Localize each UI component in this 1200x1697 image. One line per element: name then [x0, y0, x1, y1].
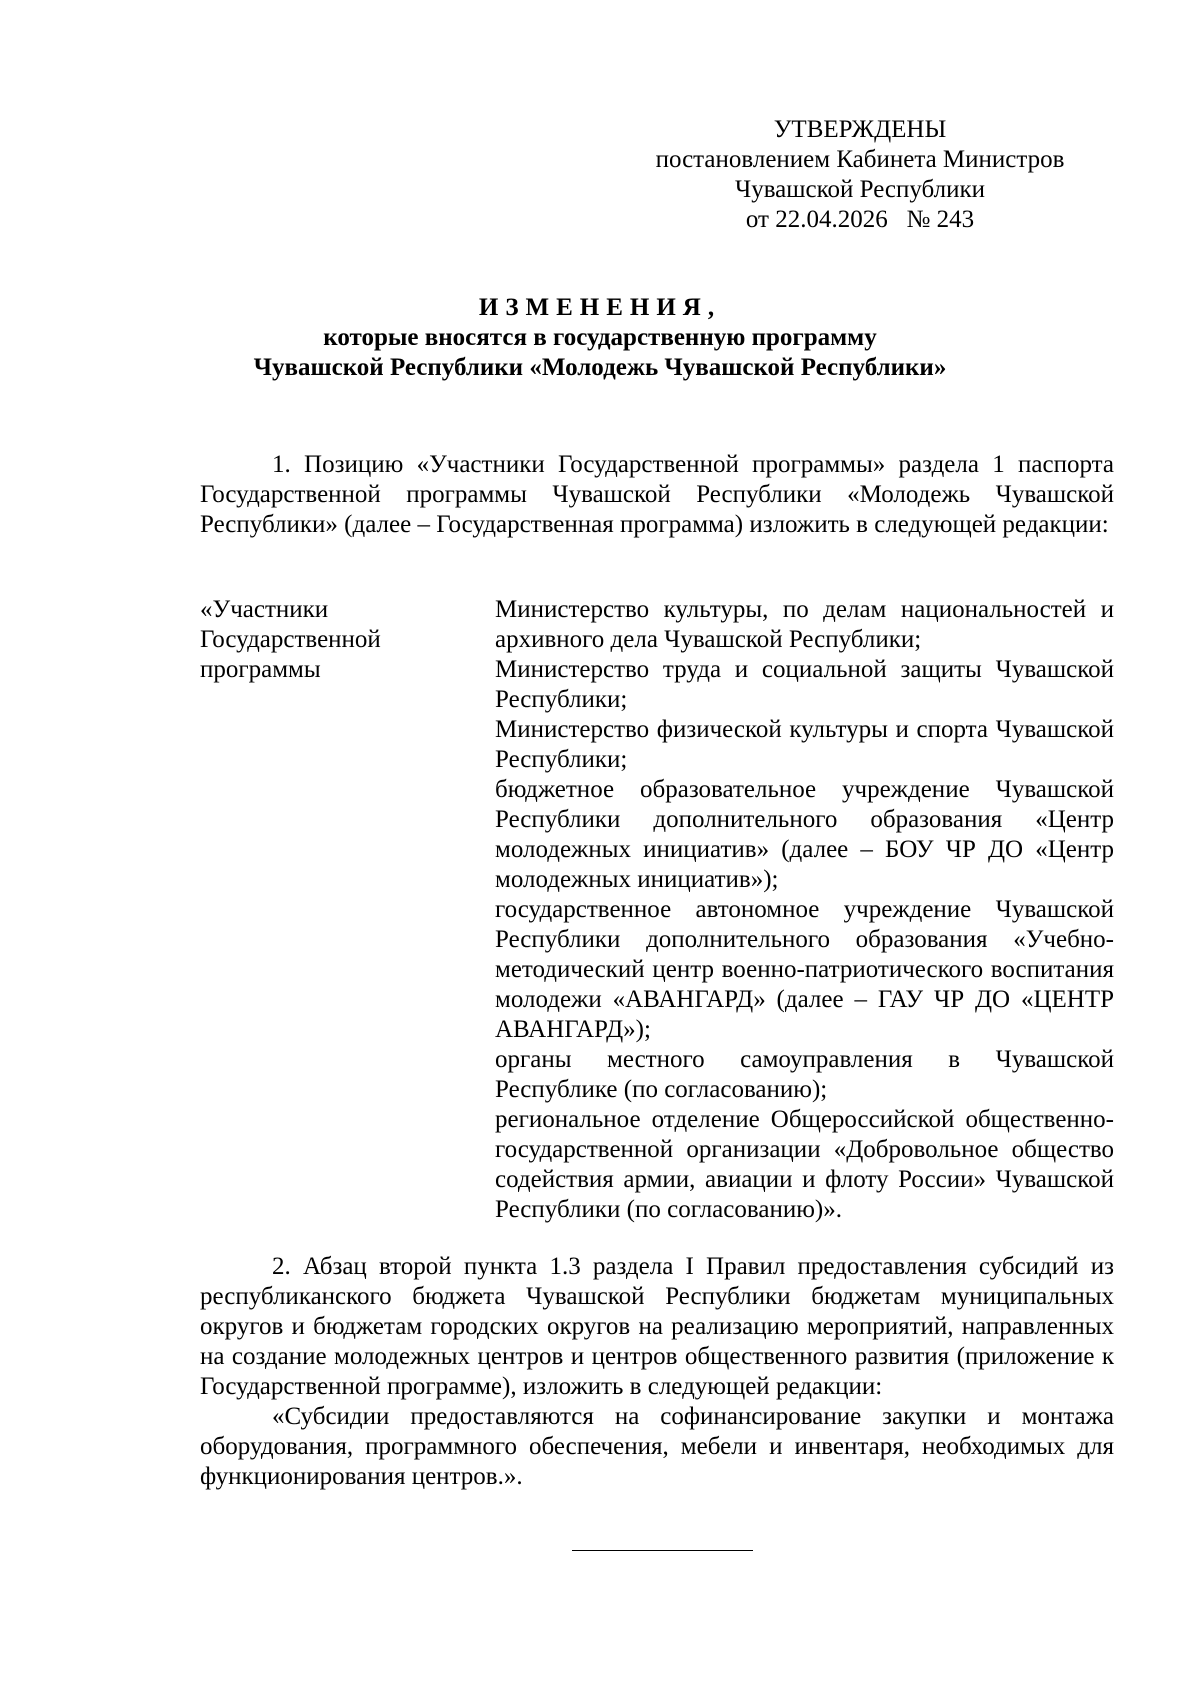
item-2-quote: «Субсидии предоставляются на софинансирование закупки и монтажа оборудования, программного обеспечения, мебели и инвентаря, необходимых для функционирования центров.». — [200, 1403, 1114, 1490]
participant-entry: Министерство физической культуры и спорта Чувашской Республики; — [495, 716, 1114, 773]
participant-entry: Министерство культуры, по делам национальностей и архивного дела Чувашской Республики; — [495, 596, 1114, 653]
participant-entry: Министерство труда и социальной защиты Чувашской Республики; — [495, 656, 1114, 713]
document-title — [180, 293, 1020, 383]
approval-heading: УТВЕРЖДЕНЫ — [773, 116, 947, 143]
participants-list — [495, 595, 1114, 1225]
participant-entry: бюджетное образовательное учреждение Чувашской Республики дополнительного образования «Центр молодежных инициатив» (далее – БОУ ЧР ДО «Центр молодежных инициатив»); — [495, 776, 1114, 893]
title-program: Чувашской Республики «Молодежь Чувашской Республики» — [253, 354, 947, 381]
participant-entry: региональное отделение Общероссийской общественно-государственной организации «Добровольное общество содействия армии, авиации и флоту России» Чувашской Республики (по согласованию)». — [495, 1106, 1114, 1223]
title-main: ИЗМЕНЕНИЯ, — [478, 294, 722, 321]
title-subtitle: которые вносятся в государственную программу — [323, 324, 877, 351]
item-2-paragraph: 2. Абзац второй пункта 1.3 раздела I Правил предоставления субсидий из республиканского бюджета Чувашской Республики бюджетам муниципальных округов и бюджетам городских округов на реализацию мероприятий, направленных на создание молодежных центров и центров общественного развития (приложение к Государственной программе), изложить в следующей редакции: — [200, 1253, 1114, 1400]
participant-entry: государственное автономное учреждение Чувашской Республики дополнительного образования «Учебно-методический центр военно-патриотического воспитания молодежи «АВАНГАРД» (далее – ГАУ ЧР ДО «ЦЕНТР АВАНГАРД»); — [495, 896, 1114, 1043]
closing-rule — [572, 1550, 753, 1551]
participant-entry: органы местного самоуправления в Чувашской Республике (по согласованию); — [495, 1046, 1114, 1103]
participants-label: «Участники Государственной программы — [200, 596, 381, 683]
approval-resolution: постановлением Кабинета Министров — [655, 146, 1065, 173]
approval-republic: Чувашской Республики — [734, 176, 986, 203]
approval-stamp — [640, 115, 1080, 235]
item-1-paragraph: 1. Позицию «Участники Государственной программы» раздела 1 паспорта Государственной программы Чувашской Республики «Молодежь Чувашской Республики» (далее – Государственная программа) изложить в следующей редакции: — [200, 451, 1114, 538]
approval-date-number: от 22.04.2026 № 243 — [745, 206, 975, 233]
